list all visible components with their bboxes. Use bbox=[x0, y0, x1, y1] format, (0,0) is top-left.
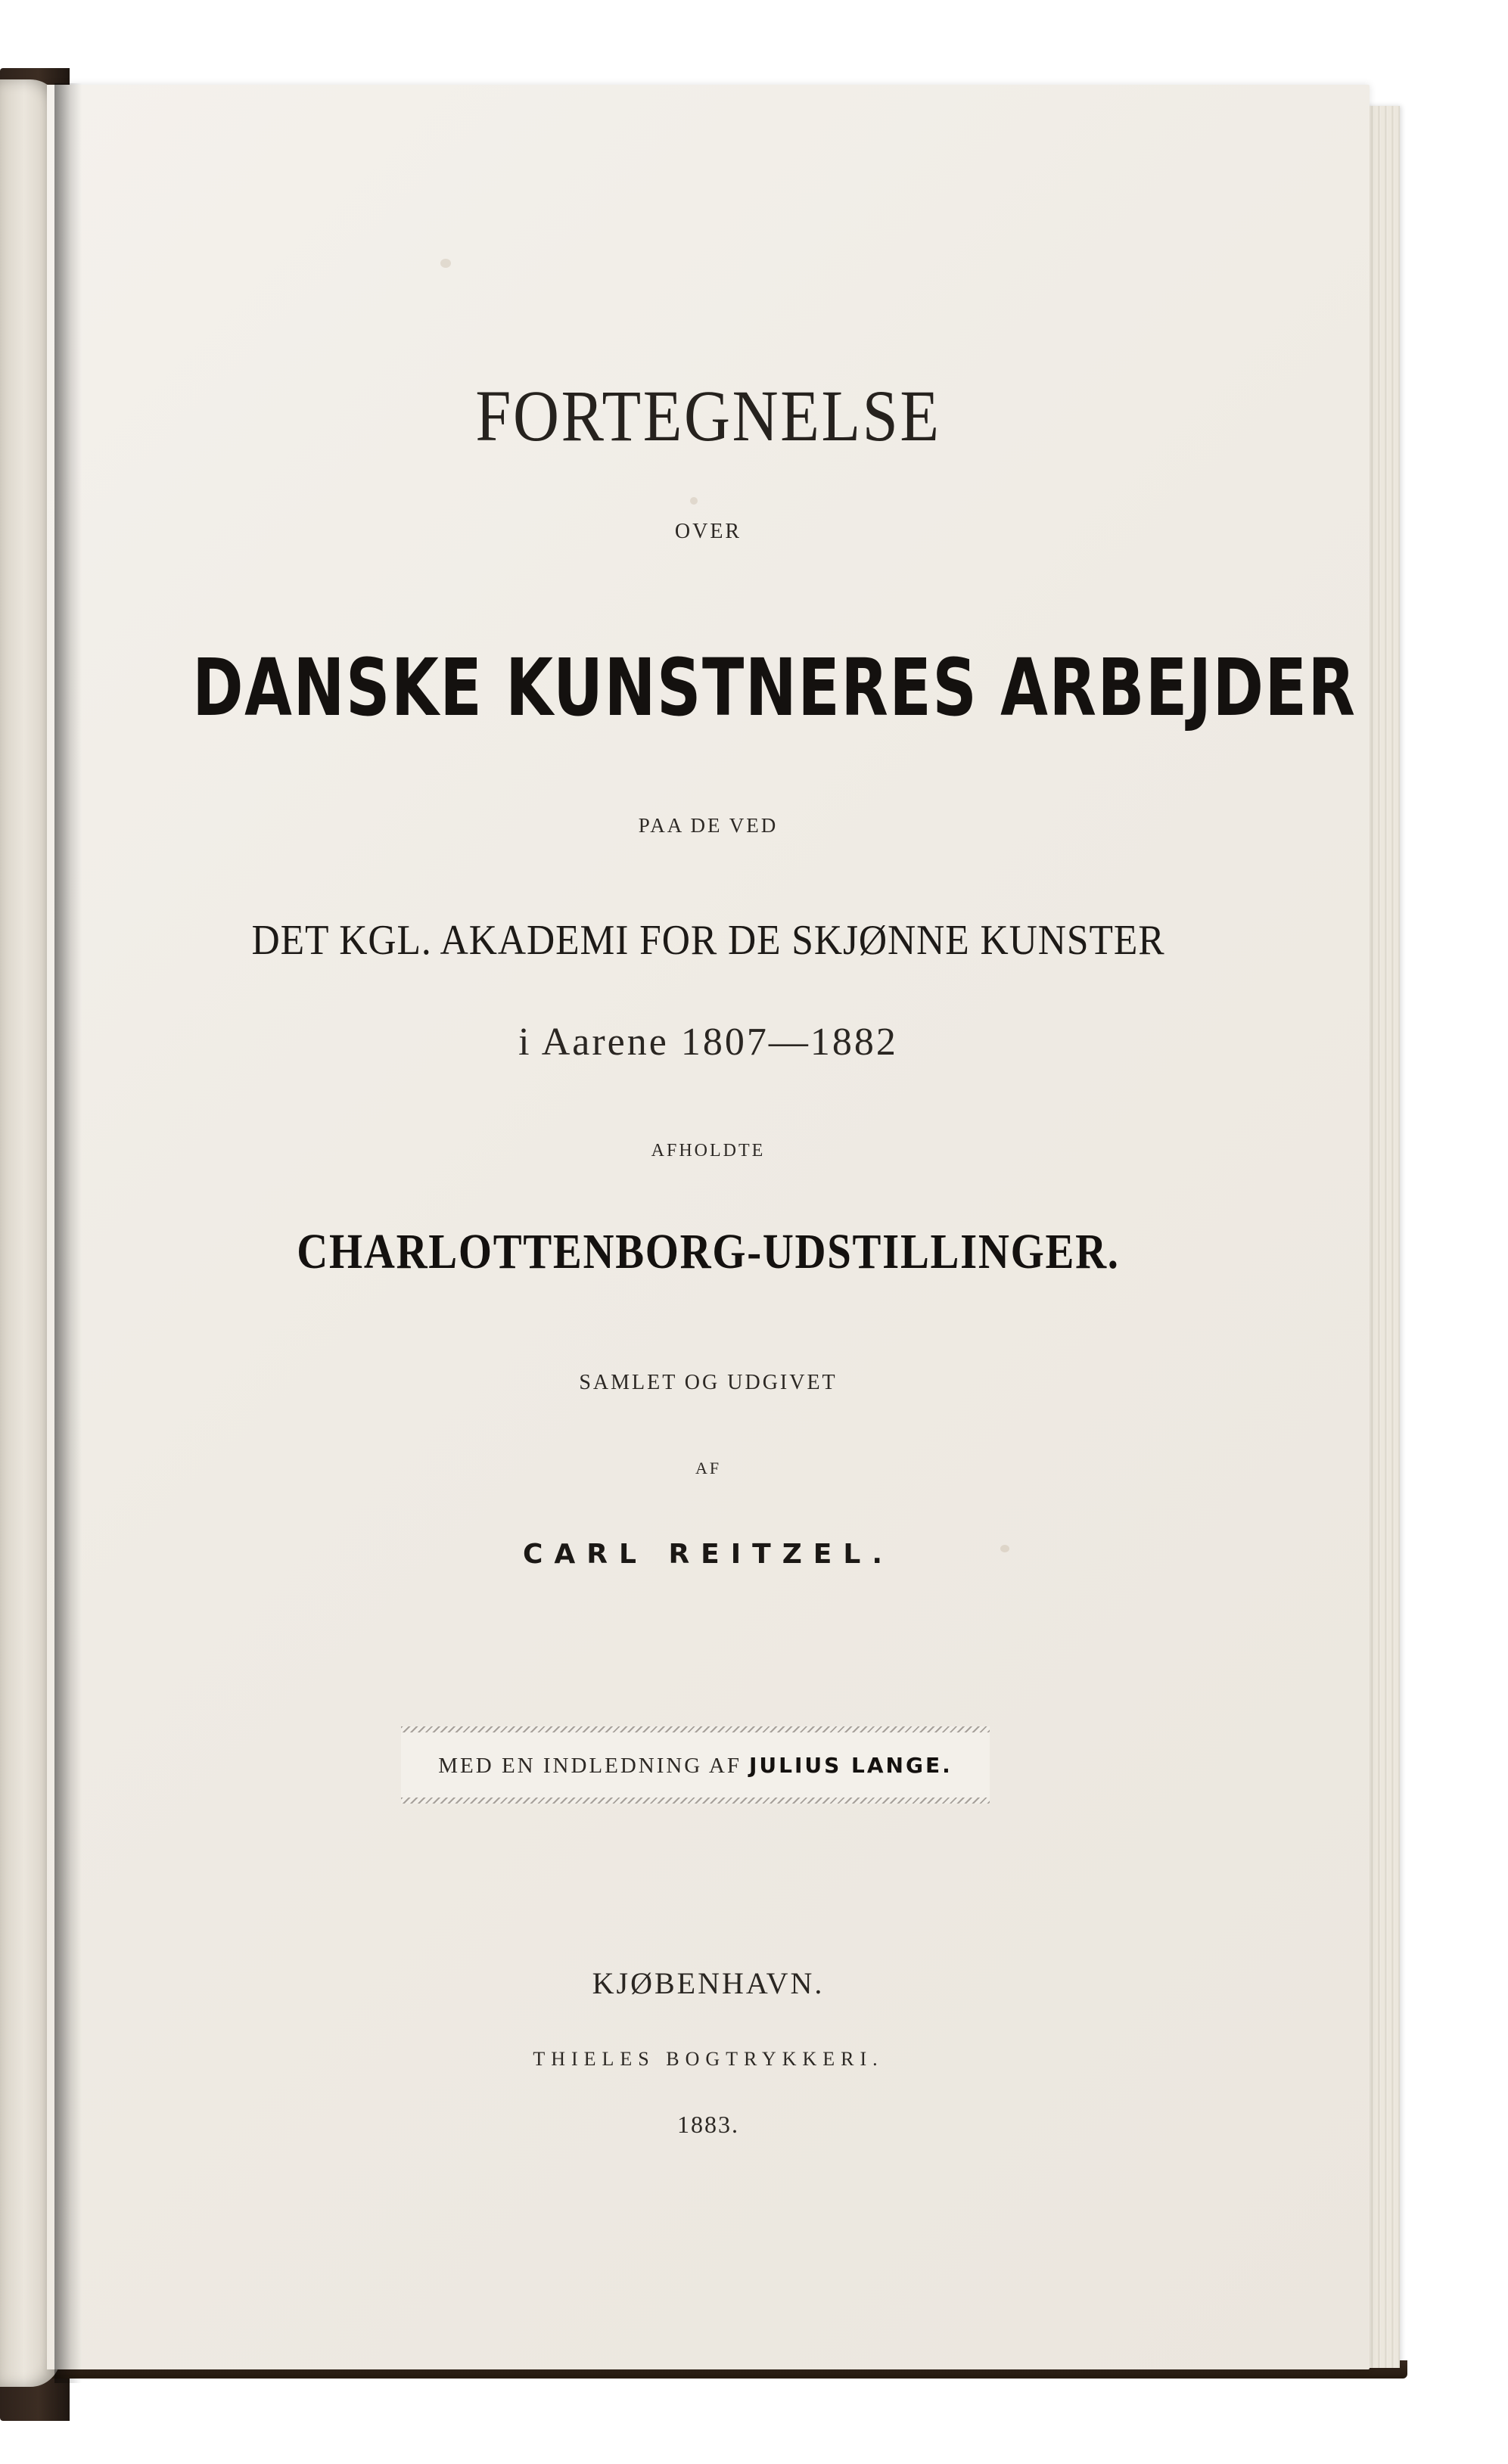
year-range: i Aarene 1807—1882 bbox=[518, 1021, 898, 1064]
phrase-paa-de-ved: PAA DE VED bbox=[638, 814, 779, 837]
exhibitions-title: CHARLOTTENBORG-UDSTILLINGER. bbox=[297, 1224, 1120, 1279]
title-fortegnelse: FORTEGNELSE bbox=[475, 375, 941, 456]
word-over: OVER bbox=[674, 520, 742, 543]
word-afholdte: AFHOLDTE bbox=[651, 1141, 766, 1161]
slip-top-edge bbox=[401, 1726, 990, 1732]
pasted-introduction-slip bbox=[401, 1726, 990, 1804]
word-af: AF bbox=[695, 1459, 722, 1477]
gutter-shadow bbox=[54, 83, 82, 2383]
foxing-spot bbox=[690, 497, 698, 505]
author-name: CARL REITZEL. bbox=[522, 1539, 894, 1570]
foxing-spot bbox=[440, 259, 451, 268]
slip-bottom-edge bbox=[401, 1798, 990, 1804]
imprint-city: KJØBENHAVN. bbox=[592, 1966, 825, 2000]
main-title: DANSKE KUNSTNERES ARBEJDER bbox=[192, 642, 1357, 734]
imprint-year: 1883. bbox=[677, 2111, 739, 2138]
institution-name: DET KGL. AKADEMI FOR DE SKJØNNE KUNSTER bbox=[251, 917, 1165, 964]
title-page bbox=[47, 85, 1370, 2369]
slip-introducer-name: JULIUS LANGE. bbox=[748, 1753, 953, 1778]
slip-line bbox=[401, 1755, 990, 1777]
slip-text: MED EN INDLEDNING AF bbox=[438, 1754, 742, 1778]
imprint-printer: THIELES BOGTRYKKERI. bbox=[533, 2048, 884, 2070]
phrase-samlet-og-udgivet: SAMLET OG UDGIVET bbox=[579, 1371, 838, 1394]
